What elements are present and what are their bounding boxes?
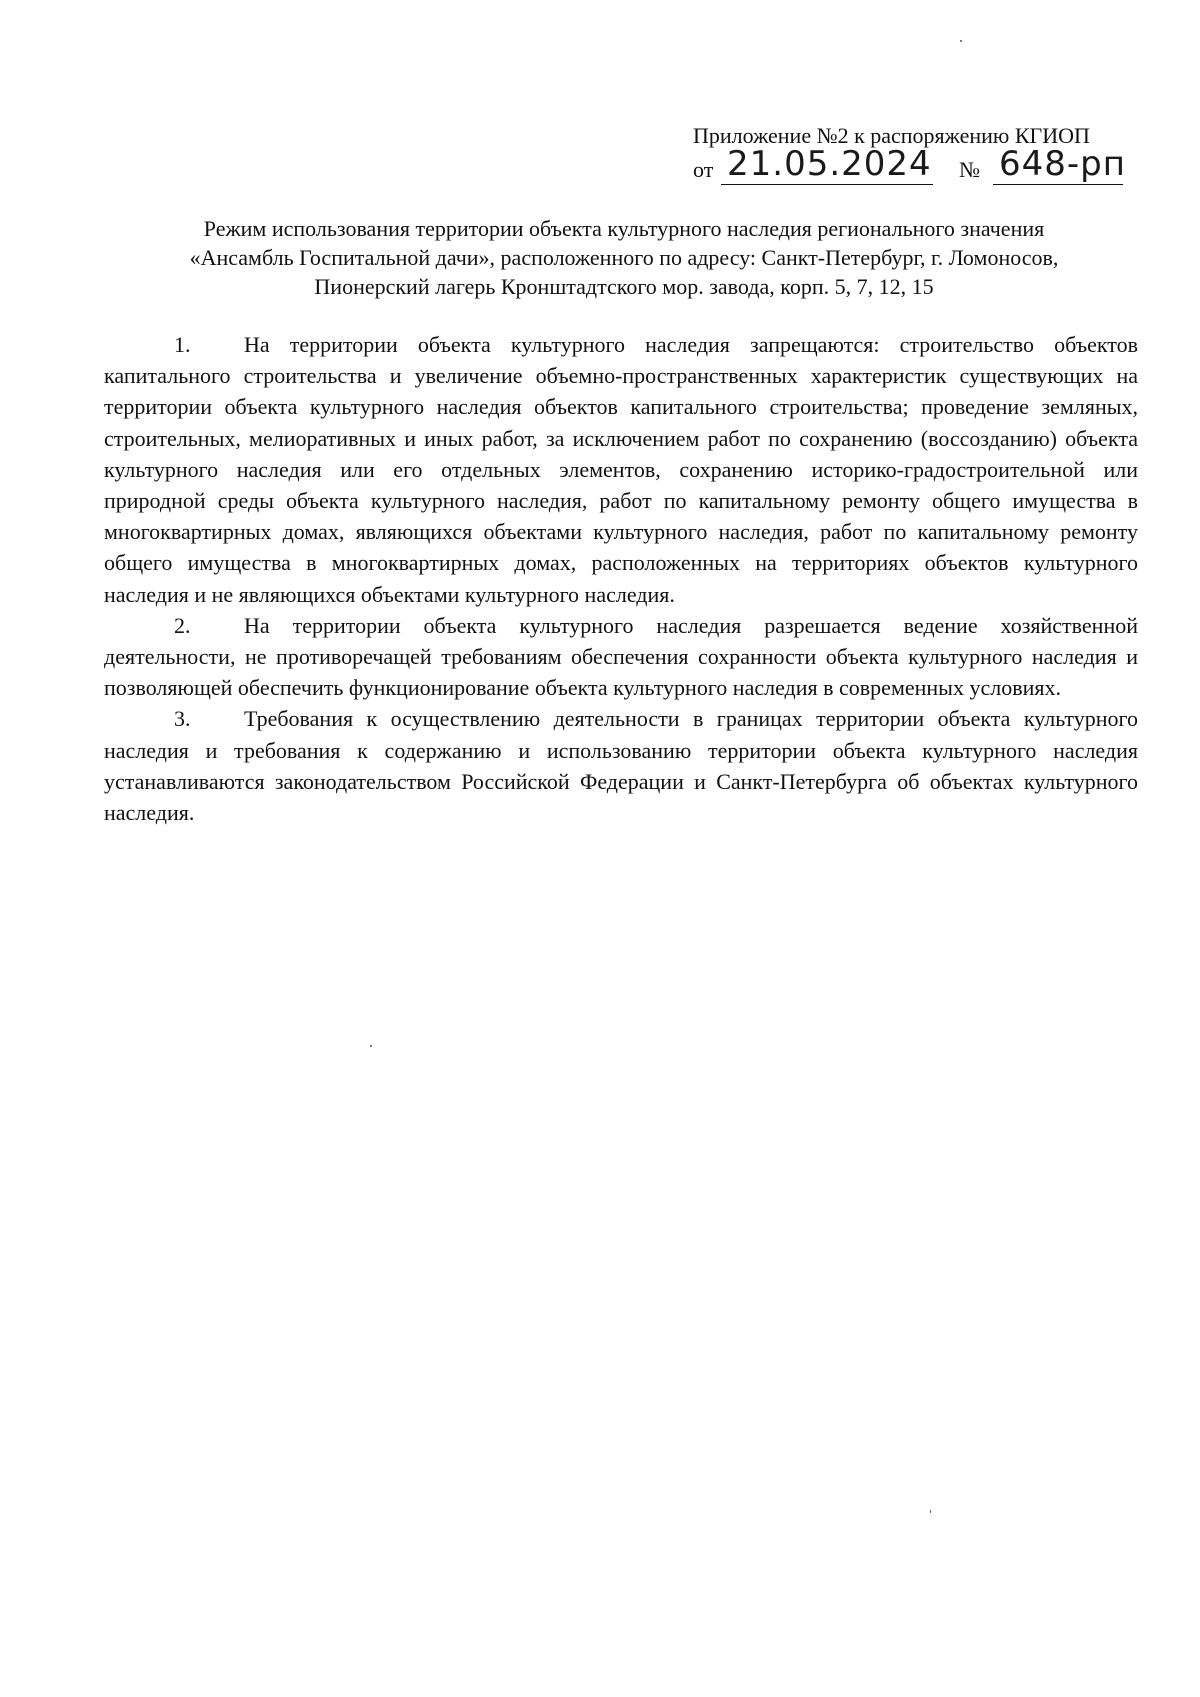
paragraph-1 <box>104 329 1138 610</box>
paragraph-number: 3. <box>174 706 191 732</box>
title-line-3: Пионерский лагерь Кронштадтского мор. завода, корп. 5, 7, 12, 15 <box>314 274 934 299</box>
scan-speck <box>370 1045 372 1047</box>
date-number-line <box>693 144 1143 186</box>
paragraph-number: 1. <box>174 332 191 357</box>
paragraph-3 <box>104 703 1138 828</box>
title-line-1: Режим использования территории объекта культурного наследия регионального значения <box>203 216 1045 241</box>
scan-speck <box>960 40 962 42</box>
title-line-2: «Ансамбль Госпитальной дачи», расположенного по адресу: Санкт-Петербург, г. Ломоносов, <box>189 245 1059 270</box>
scan-speck <box>930 1510 931 1513</box>
appendix-header <box>693 122 1143 186</box>
paragraph-2 <box>104 610 1138 704</box>
date-prefix: от <box>693 157 714 182</box>
handwritten-date: 21.05.2024 <box>721 144 933 185</box>
document-title <box>104 214 1144 301</box>
paragraph-text: На территории объекта культурного наследия разрешается ведение хозяйственной деятельности, не противоречащей требованиям обеспечения сохранности объекта культурного наследия и позволяющей обеспечить функционирование объекта культурного наследия в современных условиях. <box>104 612 1138 701</box>
appendix-reference: Приложение №2 к распоряжению КГИОП <box>693 123 1090 148</box>
paragraph-text: Требования к осуществлению деятельности в границах территории объекта культурного наследия и требования к содержанию и использованию территории объекта культурного наследия устанавливаются законодательством Российской Федерации и Санкт-Петербурга об объектах культурного наследия. <box>104 706 1138 826</box>
document-body <box>104 329 1138 828</box>
paragraph-text: На территории объекта культурного наследия запрещаются: строительство объектов капитального строительства и увеличение объемно-пространственных характеристик существующих на территории объекта культурного наследия объектов капитального строительства; проведение земляных, строительных, мелиоративных и иных работ, за исключением работ по сохранению (воссозданию) объекта культурного наследия или его отдельных элементов, сохранению историко-градостроительной или природной среды объекта культурного наследия, работ по капитальному ремонту общего имущества в многоквартирных домах, являющихся объектами культурного наследия, работ по капитальному ремонту общего имущества в многоквартирных домах, расположенных на территориях объектов культурного наследия и не являющихся объектами культурного наследия. <box>104 332 1138 607</box>
paragraph-number: 2. <box>174 612 191 638</box>
number-prefix: № <box>959 157 980 182</box>
handwritten-number: 648-рп <box>993 144 1123 185</box>
